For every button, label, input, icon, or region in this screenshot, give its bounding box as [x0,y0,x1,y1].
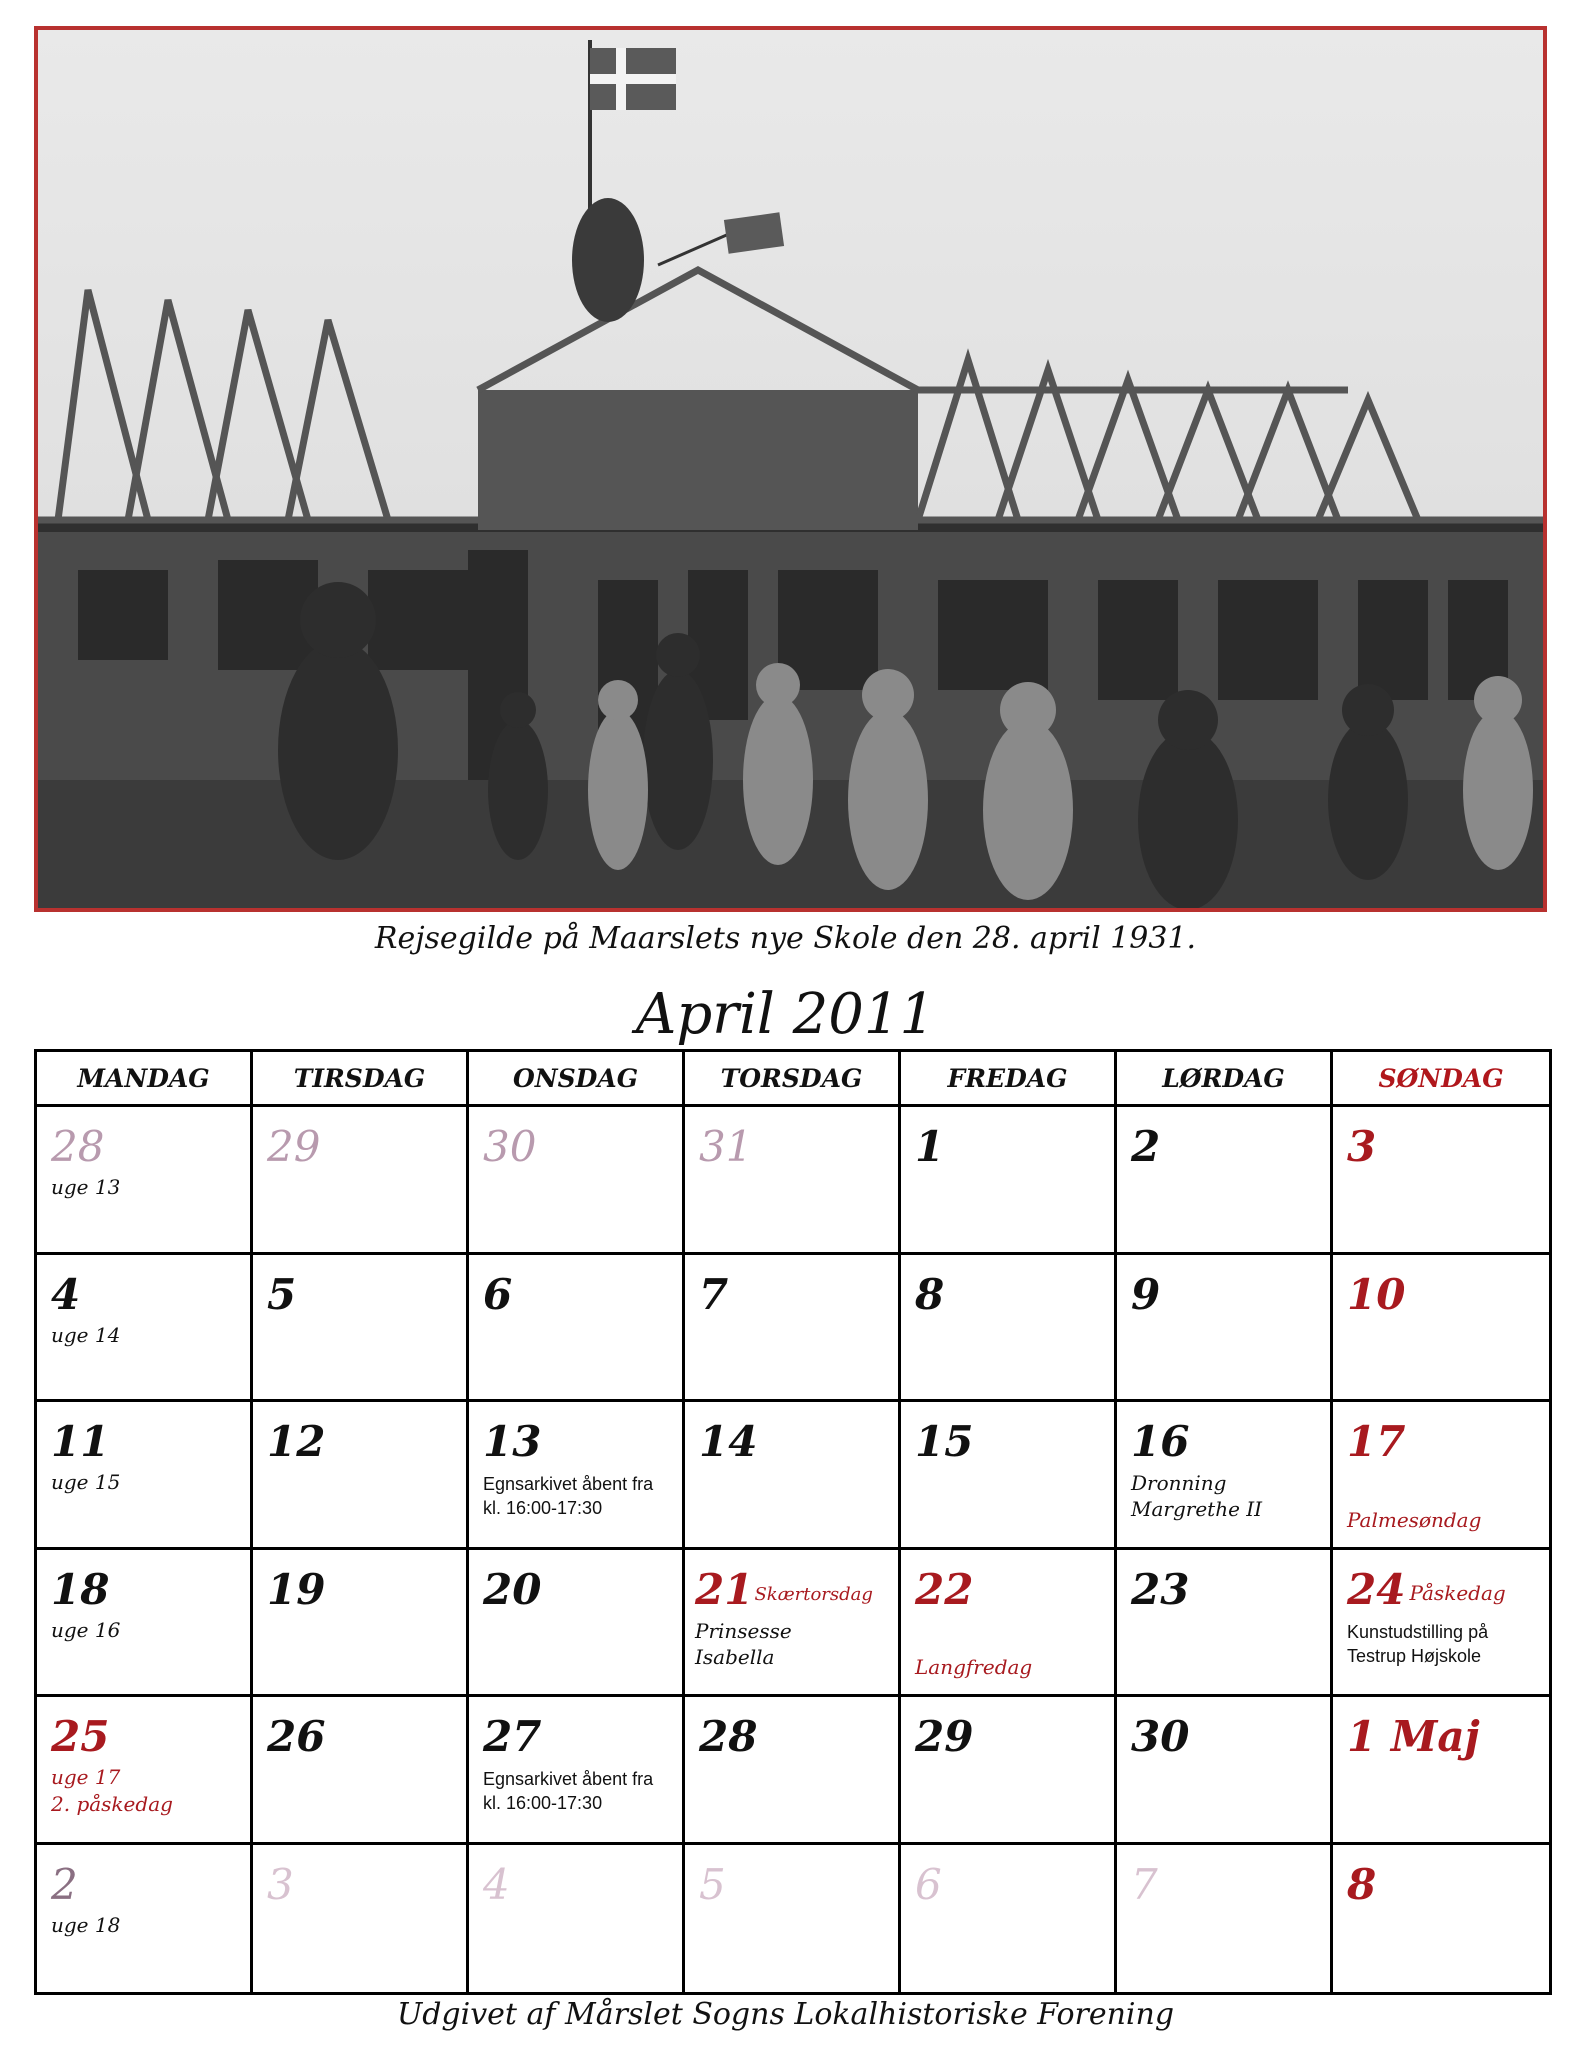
day-cell [901,1550,1117,1698]
day-number: 1 [915,1122,945,1171]
week-number: uge 18 [51,1912,121,1937]
event-note: Dronning Margrethe II [1131,1471,1263,1522]
day-cell [253,1255,469,1403]
day-number: 29 [267,1122,321,1171]
week-number: uge 13 [51,1175,121,1200]
day-number: 30 [1131,1712,1190,1761]
day-number: 22 [915,1564,974,1614]
day-number: 5 [267,1269,297,1319]
day-number: 28 [699,1712,758,1761]
day-cell [1117,1697,1333,1845]
day-number: 19 [267,1564,326,1614]
day-cell [901,1402,1117,1550]
day-number: 28 [51,1122,105,1171]
holiday-note: 2. påskedag [51,1792,173,1817]
day-number: 1 Maj [1347,1712,1480,1761]
day-cell [901,1255,1117,1403]
week-number: uge 15 [51,1470,121,1495]
day-cell [469,1255,685,1403]
day-number: 2 [51,1859,78,1909]
week-number: uge 14 [51,1322,121,1347]
day-number: 7 [1131,1859,1158,1909]
calendar-grid [34,1049,1552,1995]
weekday-thursday: TORSDAG [685,1052,901,1107]
day-cell [253,1550,469,1698]
day-number: 26 [267,1712,326,1761]
day-number: 25 [51,1712,110,1761]
publisher-footer: Udgivet af Mårslet Sogns Lokalhistoriske Forening [396,1997,1175,2032]
construction-photo-illustration [38,30,1543,908]
day-cell [469,1402,685,1550]
day-cell [1333,1845,1549,1993]
weekday-header [37,1052,1549,1107]
day-cell [1117,1255,1333,1403]
day-cell [1333,1402,1549,1550]
weekday-friday: FREDAG [901,1052,1117,1107]
weekday-wednesday: ONSDAG [469,1052,685,1107]
day-number: 7 [699,1269,729,1319]
day-cell [37,1845,253,1993]
day-cell [469,1550,685,1698]
day-number: 20 [483,1564,542,1614]
month-title: April 2011 [635,982,936,1047]
day-cell [685,1697,901,1845]
day-number: 29 [915,1712,974,1761]
week-number: uge 17 [51,1765,121,1790]
day-number: 3 [1347,1122,1377,1171]
day-number: 14 [699,1417,758,1466]
holiday-inline-label: Skærtorsdag [754,1583,873,1605]
day-number: 18 [51,1564,110,1614]
day-number: 16 [1131,1417,1190,1466]
historic-photo [34,26,1547,912]
day-number: 3 [267,1859,294,1909]
day-number: 8 [1347,1859,1377,1909]
day-number: 17 [1347,1417,1406,1466]
day-cell [253,1845,469,1993]
day-cell [1333,1255,1549,1403]
day-cell [469,1697,685,1845]
day-number: 12 [267,1417,326,1466]
day-cell [1117,1402,1333,1550]
day-number: 2 [1131,1122,1161,1171]
day-number: 21 [695,1564,754,1614]
day-cell [1117,1107,1333,1255]
day-number: 4 [51,1269,81,1319]
holiday-note: Langfredag [915,1655,1033,1679]
day-cell [37,1402,253,1550]
day-cell [37,1550,253,1698]
day-number: 5 [699,1859,726,1909]
day-cell [253,1402,469,1550]
day-cell [1333,1107,1549,1255]
weekday-tuesday: TIRSDAG [253,1052,469,1107]
weekday-saturday: LØRDAG [1117,1052,1333,1107]
photo-caption: Rejsegilde på Maarslets nye Skole den 28. april 1931. [374,921,1197,956]
day-cell [685,1550,901,1698]
day-cell [901,1697,1117,1845]
day-cell [253,1107,469,1255]
day-cell [37,1107,253,1255]
event-note: Egnsarkivet åbent fra kl. 16:00-17:30 [483,1474,654,1519]
day-number: 4 [483,1859,510,1909]
day-number: 30 [483,1122,537,1171]
day-number: 31 [699,1122,753,1171]
day-cell [685,1255,901,1403]
day-cell [37,1255,253,1403]
day-cell [685,1402,901,1550]
day-cell [685,1107,901,1255]
day-cell [1117,1550,1333,1698]
day-number: 27 [483,1712,542,1761]
day-cell [253,1697,469,1845]
event-note: Prinsesse Isabella [695,1618,792,1669]
day-number: 8 [915,1269,945,1319]
day-cell [685,1845,901,1993]
day-number: 24 [1347,1564,1406,1614]
calendar-days [37,1107,1549,1992]
holiday-note: Palmesøndag [1347,1507,1482,1532]
event-note: Egnsarkivet åbent fra kl. 16:00-17:30 [483,1769,654,1814]
day-number: 13 [483,1417,542,1466]
weekday-sunday: SØNDAG [1333,1052,1549,1107]
day-cell [37,1697,253,1845]
day-cell [901,1107,1117,1255]
event-note: Kunstudstilling på Testrup Højskole [1347,1621,1489,1666]
day-cell [469,1107,685,1255]
day-cell [901,1845,1117,1993]
day-cell [469,1845,685,1993]
day-cell [1333,1697,1549,1845]
day-cell [1117,1845,1333,1993]
day-number: 23 [1131,1564,1190,1614]
holiday-inline-label: Påskedag [1409,1580,1506,1605]
day-number: 9 [1131,1269,1161,1319]
day-number: 10 [1347,1269,1406,1319]
day-number: 15 [915,1417,974,1466]
week-number: uge 16 [51,1617,121,1642]
day-number: 6 [483,1269,513,1319]
day-number: 6 [915,1859,942,1909]
day-number: 11 [51,1417,110,1466]
weekday-monday: MANDAG [37,1052,253,1107]
day-cell [1333,1550,1549,1698]
